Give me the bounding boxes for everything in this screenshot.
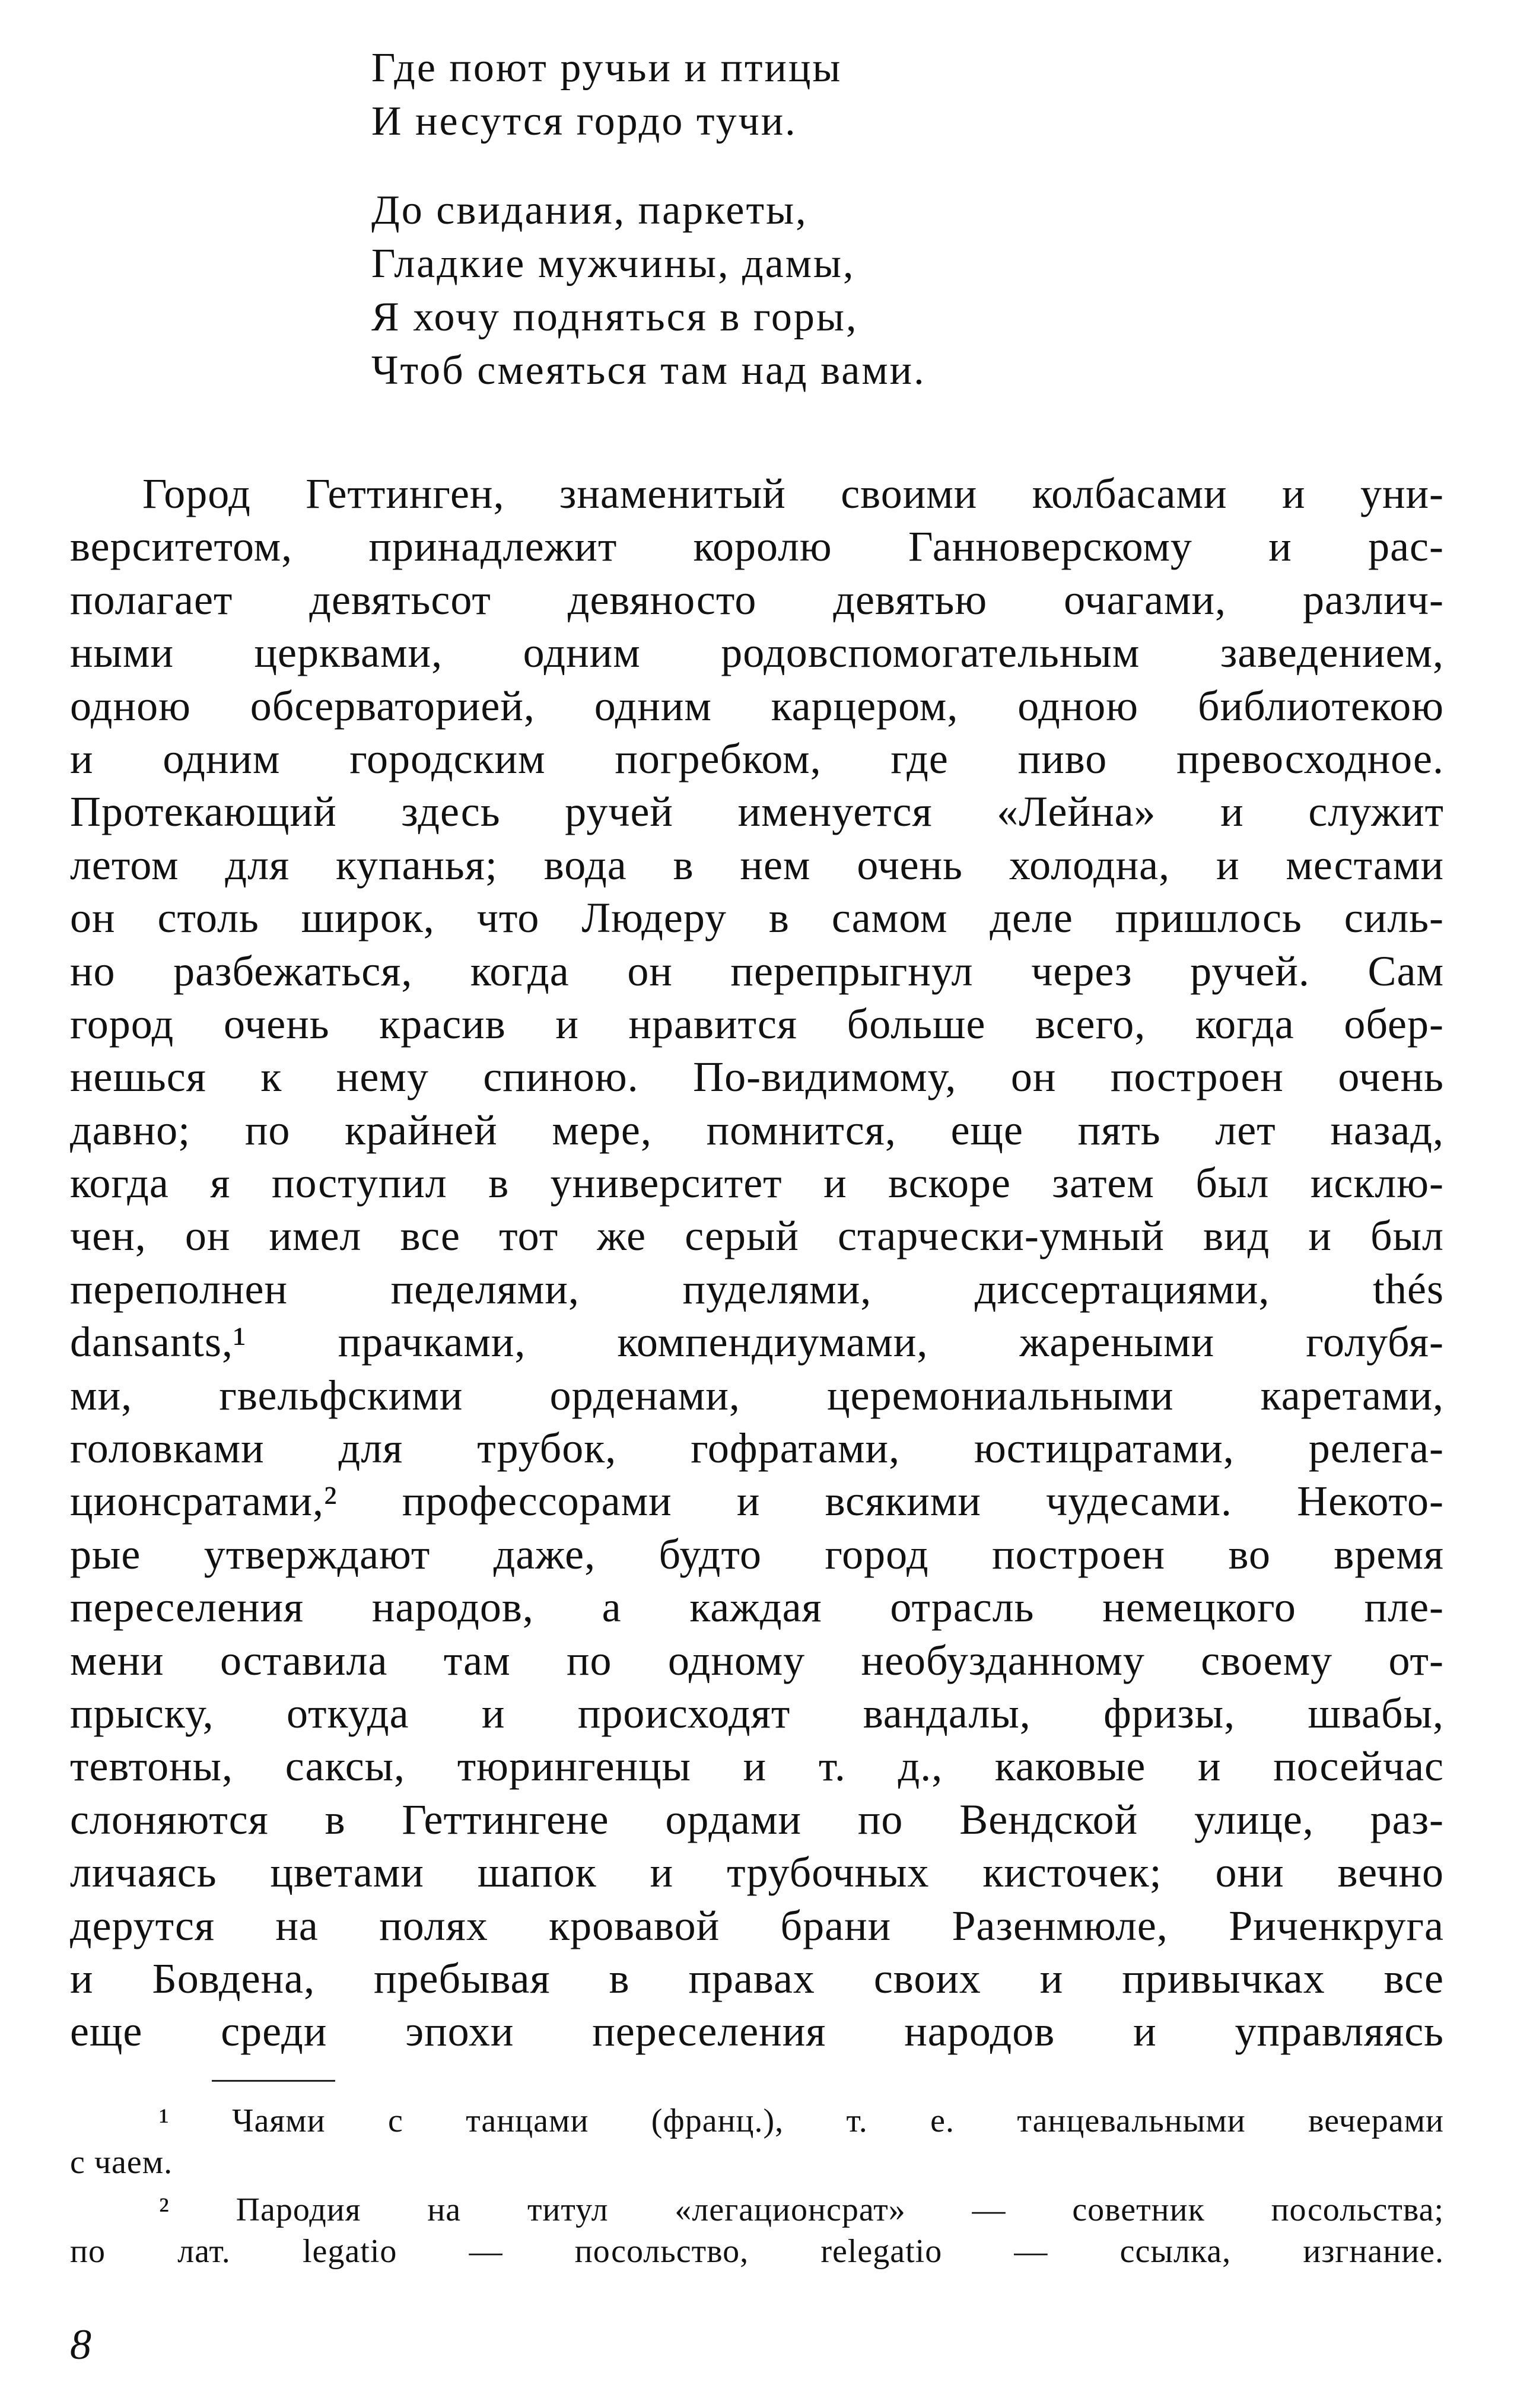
prose-line: давно; по крайней мере, помнится, еще пять лет назад,: [70, 1106, 1444, 1154]
verse-line: Где поют ручьи и птицы: [371, 45, 842, 91]
prose-line: летом для купанья; вода в нем очень холодна, и местами: [70, 841, 1444, 889]
prose-line: слоняются в Геттингене ордами по Вендской улице, раз-: [70, 1795, 1444, 1843]
prose-line: и Бовдена, пребывая в правах своих и привычках все: [70, 1954, 1444, 2002]
verse-line: Я хочу подняться в горы,: [371, 294, 858, 340]
prose-line: ми, гвельфскими орденами, церемониальными каретами,: [70, 1371, 1444, 1419]
prose-line: мени оставила там по одному необузданному своему от-: [70, 1636, 1444, 1684]
verse-block: [371, 42, 1202, 433]
prose-line: dansants,¹ прачками, компендиумами, жареными голубя-: [70, 1318, 1444, 1366]
prose-line: Протекающий здесь ручей именуется «Лейна» и служит: [70, 788, 1444, 836]
footnote-divider: [212, 2080, 335, 2082]
prose-line: еще среди эпохи переселения народов и управляясь: [70, 2008, 1444, 2056]
stanza: [371, 184, 1202, 397]
footnote-line: с чаем.: [70, 2144, 173, 2181]
prose-line: полагает девятьсот девяносто девятью очагами, различ-: [70, 575, 1444, 624]
prose-line: одною обсерваторией, одним карцером, одною библиотекою: [70, 682, 1444, 730]
verse-line: И несутся гордо тучи.: [371, 98, 797, 144]
prose-line: рые утверждают даже, будто город построен во время: [70, 1530, 1444, 1578]
prose-line: головками для трубок, гофратами, юстицратами, релега-: [70, 1424, 1444, 1472]
prose-line: прыску, откуда и происходят вандалы, фризы, швабы,: [70, 1689, 1444, 1737]
page-number: 8: [70, 2321, 91, 2368]
prose-line: ционсратами,² профессорами и всякими чудесами. Некото-: [70, 1477, 1444, 1525]
footnotes: [70, 2100, 1444, 2272]
prose-line: но разбежаться, когда он перепрыгнул через ручей. Сам: [70, 947, 1444, 995]
prose-line: он столь широк, что Людеру в самом деле пришлось силь-: [70, 894, 1444, 942]
prose-line: ными церквами, одним родовспомогательным заведением,: [70, 629, 1444, 677]
prose-line: переполнен педелями, пуделями, диссертациями, thés: [70, 1265, 1444, 1313]
verse-line: До свидания, паркеты,: [371, 187, 808, 233]
prose-line: нешься к нему спиною. По-видимому, он построен очень: [70, 1053, 1444, 1101]
prose-line: чен, он имел все тот же серый старчески-умный вид и был: [70, 1212, 1444, 1260]
prose-line: тевтоны, саксы, тюрингенцы и т. д., каковые и посейчас: [70, 1742, 1444, 1790]
prose-line: переселения народов, а каждая отрасль немецкого пле-: [70, 1583, 1444, 1631]
prose-line: личаясь цветами шапок и трубочных кисточек; они вечно: [70, 1849, 1444, 1897]
footnote-line: ¹ Чаями с танцами (франц.), т. е. танцевальными вечерами: [159, 2102, 1444, 2139]
prose-line: когда я поступил в университет и вскоре затем был исклю-: [70, 1159, 1444, 1207]
prose-line: Город Геттинген, знаменитый своими колбасами и уни-: [142, 470, 1444, 517]
prose-line: дерутся на полях кровавой брани Разенмюле, Риченкруга: [70, 1901, 1444, 1949]
prose-line: верситетом, принадлежит королю Ганноверскому и рас-: [70, 523, 1444, 571]
footnote-gap: [70, 2183, 1444, 2189]
prose-line: город очень красив и нравится больше всего, когда обер-: [70, 1000, 1444, 1048]
verse-line: Чтоб смеяться там над вами.: [371, 348, 926, 393]
stanza: [371, 42, 1202, 148]
prose-line: и одним городским погребком, где пиво превосходное.: [70, 734, 1444, 782]
verse-line: Гладкие мужчины, дамы,: [371, 241, 855, 287]
footnote-line: ² Пародия на титул «легационсрат» — советник посольства;: [159, 2191, 1444, 2228]
prose-paragraph: [70, 467, 1444, 2059]
footnote-line: по лат. legatio — посольство, relegatio — ссылка, изгнание.: [70, 2233, 1444, 2270]
